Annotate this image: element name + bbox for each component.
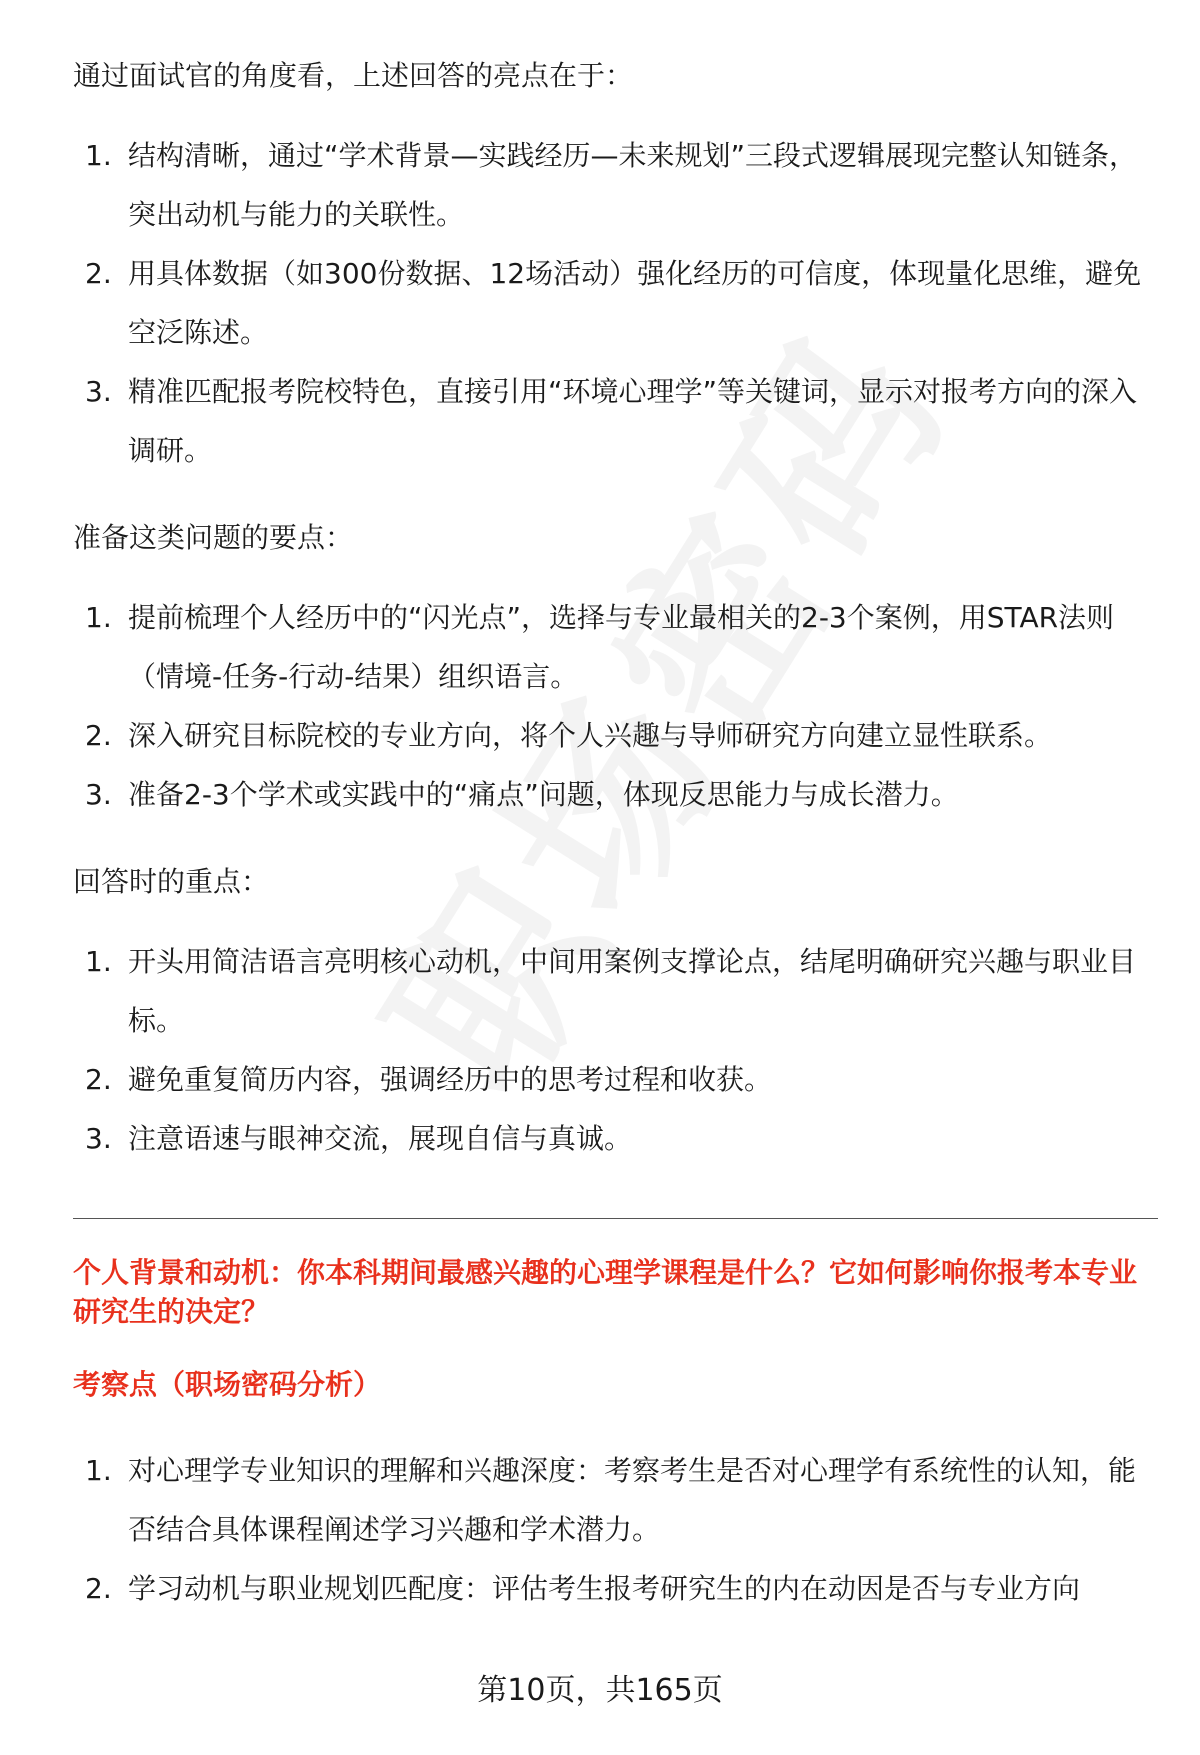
- section-divider: [73, 1218, 1158, 1219]
- list-item: [73, 706, 1158, 765]
- list-item: [73, 932, 1158, 1050]
- list-item: [73, 1109, 1158, 1168]
- list-text: 学习动机与职业规划匹配度：评估考生报考研究生的内在动因是否与专业方向: [128, 1572, 1081, 1605]
- list-number: 3.: [85, 778, 112, 811]
- question-title: 个人背景和动机：你本科期间最感兴趣的心理学课程是什么？它如何影响你报考本专业研究生的决定？: [73, 1256, 1138, 1328]
- list-number: 2.: [85, 1063, 112, 1096]
- list-number: 2.: [85, 257, 112, 290]
- question-list: [73, 1441, 1158, 1618]
- list-number: 1.: [85, 1454, 112, 1487]
- list-item: [73, 126, 1158, 244]
- page-number-footer: 第10页，共165页: [477, 1673, 723, 1708]
- list-text: 注意语速与眼神交流，展现自信与真诚。: [128, 1122, 633, 1155]
- section3-list: [73, 932, 1158, 1168]
- list-number: 2.: [85, 1572, 112, 1605]
- list-number: 2.: [85, 719, 112, 752]
- list-item: [73, 588, 1158, 706]
- list-text: 避免重复简历内容，强调经历中的思考过程和收获。: [128, 1063, 773, 1096]
- list-text: 准备2-3个学术或实践中的“痛点”问题，体现反思能力与成长潜力。: [128, 778, 959, 811]
- list-text: 开头用简洁语言亮明核心动机，中间用案例支撑论点，结尾明确研究兴趣与职业目标。: [128, 945, 1137, 1037]
- list-number: 1.: [85, 945, 112, 978]
- list-number: 3.: [85, 375, 112, 408]
- list-item: [73, 1559, 1158, 1618]
- question-subtitle: 考察点（职场密码分析）: [73, 1368, 382, 1401]
- list-item: [73, 1441, 1158, 1559]
- section2-intro: 准备这类问题的要点：: [73, 521, 354, 554]
- content-area: [73, 56, 1158, 1618]
- list-text: 提前梳理个人经历中的“闪光点”，选择与专业最相关的2-3个案例，用STAR法则（情境-任务-行动-结果）组织语言。: [128, 601, 1115, 693]
- list-number: 1.: [85, 139, 112, 172]
- section1-intro: 通过面试官的角度看，上述回答的亮点在于：: [73, 59, 634, 92]
- list-number: 1.: [85, 601, 112, 634]
- list-text: 精准匹配报考院校特色，直接引用“环境心理学”等关键词，显示对报考方向的深入调研。: [128, 375, 1138, 467]
- list-text: 用具体数据（如300份数据、12场活动）强化经历的可信度，体现量化思维，避免空泛陈述。: [128, 257, 1142, 349]
- list-number: 3.: [85, 1122, 112, 1155]
- section3-intro: 回答时的重点：: [73, 865, 270, 898]
- list-item: [73, 1050, 1158, 1109]
- list-item: [73, 362, 1158, 480]
- section2-list: [73, 588, 1158, 824]
- list-text: 结构清晰，通过“学术背景—实践经历—未来规划”三段式逻辑展现完整认知链条，突出动机与能力的关联性。: [128, 139, 1138, 231]
- list-item: [73, 244, 1158, 362]
- list-item: [73, 765, 1158, 824]
- section1-list: [73, 126, 1158, 480]
- list-text: 对心理学专业知识的理解和兴趣深度：考察考生是否对心理学有系统性的认知，能否结合具体课程阐述学习兴趣和学术潜力。: [128, 1454, 1137, 1546]
- list-text: 深入研究目标院校的专业方向，将个人兴趣与导师研究方向建立显性联系。: [128, 719, 1053, 752]
